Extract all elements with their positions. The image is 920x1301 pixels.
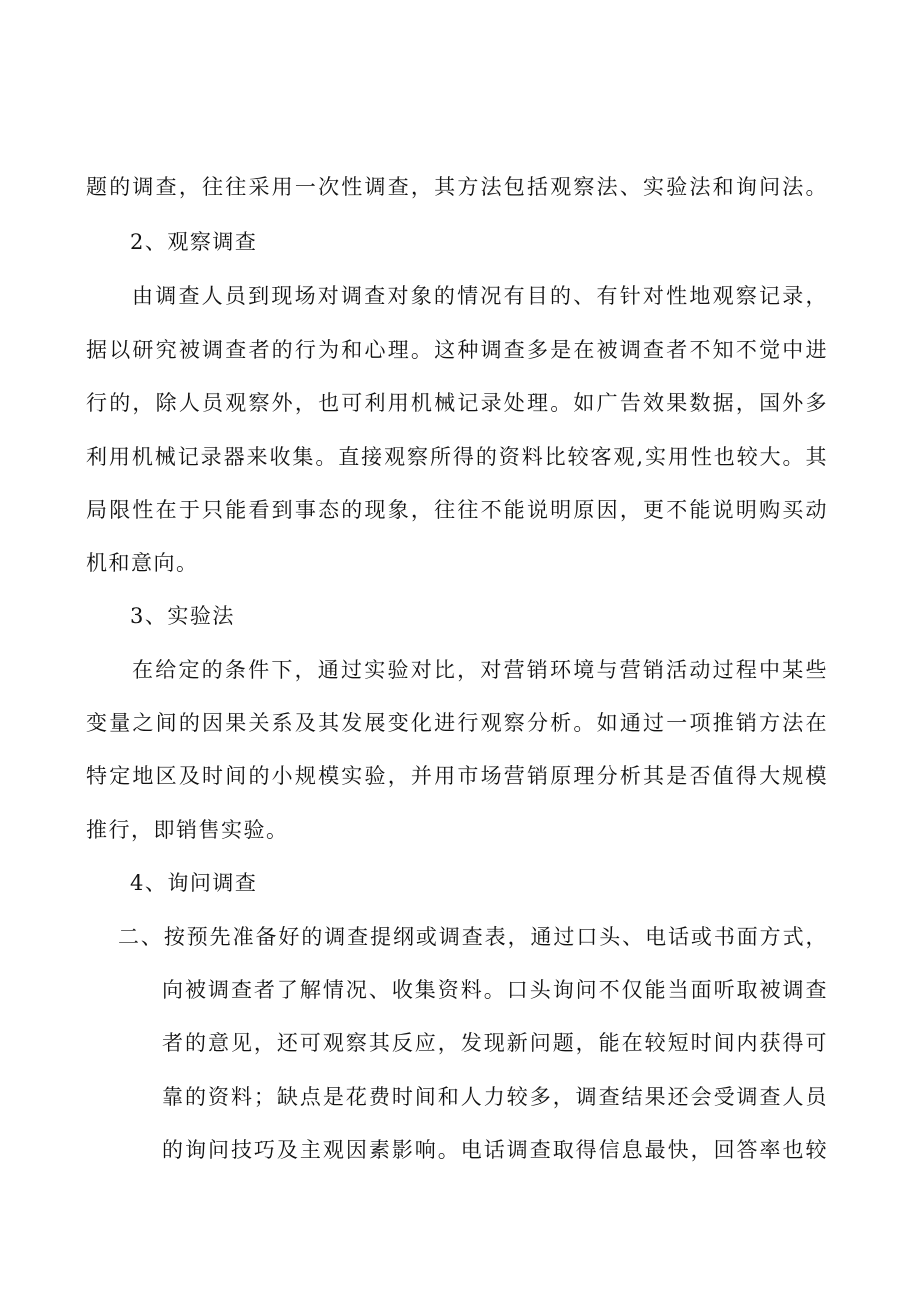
- section-3-heading: 3、实验法: [130, 604, 235, 628]
- section-2-line: 据以研究被调查者的行为和心理。这种调查多是在被调查者不知不觉中进: [86, 338, 828, 362]
- section-4-line: 者的意见，还可观察其反应，发现新问题，能在较短时间内获得可: [162, 1031, 828, 1055]
- section-2-heading: 2、观察调查: [130, 230, 258, 254]
- section-2-line: 行的，除人员观察外，也可利用机械记录处理。如广告效果数据，国外多: [86, 391, 828, 415]
- section-2-line: 机和意向。: [86, 551, 199, 575]
- section-2-line: 利用机械记录器来收集。直接观察所得的资料比较客观,实用性也较大。其: [86, 445, 828, 469]
- section-4-line: 的询问技巧及主观因素影响。电话调查取得信息最快，回答率也较: [162, 1138, 828, 1162]
- section-4-line: 靠的资料；缺点是花费时间和人力较多，调查结果还会受调查人员: [162, 1085, 828, 1109]
- section-4-line: 二、按预先准备好的调查提纲或调查表，通过口头、电话或书面方式，: [118, 925, 828, 949]
- section-3-line: 在给定的条件下，通过实验对比，对营销环境与营销活动过程中某些: [132, 658, 828, 682]
- paragraph-intro-tail: 题的调查，往往采用一次性调查，其方法包括观察法、实验法和询问法。: [86, 175, 828, 199]
- section-2-line: 局限性在于只能看到事态的现象，往往不能说明原因，更不能说明购买动: [86, 498, 828, 522]
- section-3-line: 推行，即销售实验。: [86, 818, 289, 842]
- section-3-line: 变量之间的因果关系及其发展变化进行观察分析。如通过一项推销方法在: [86, 711, 828, 735]
- section-4-line: 向被调查者了解情况、收集资料。口头询问不仅能当面听取被调查: [162, 978, 828, 1002]
- section-3-line: 特定地区及时间的小规模实验，并用市场营销原理分析其是否值得大规模: [86, 764, 828, 788]
- section-4-heading: 4、询问调查: [130, 871, 258, 895]
- section-2-line: 由调查人员到现场对调查对象的情况有目的、有针对性地观察记录，: [132, 284, 828, 308]
